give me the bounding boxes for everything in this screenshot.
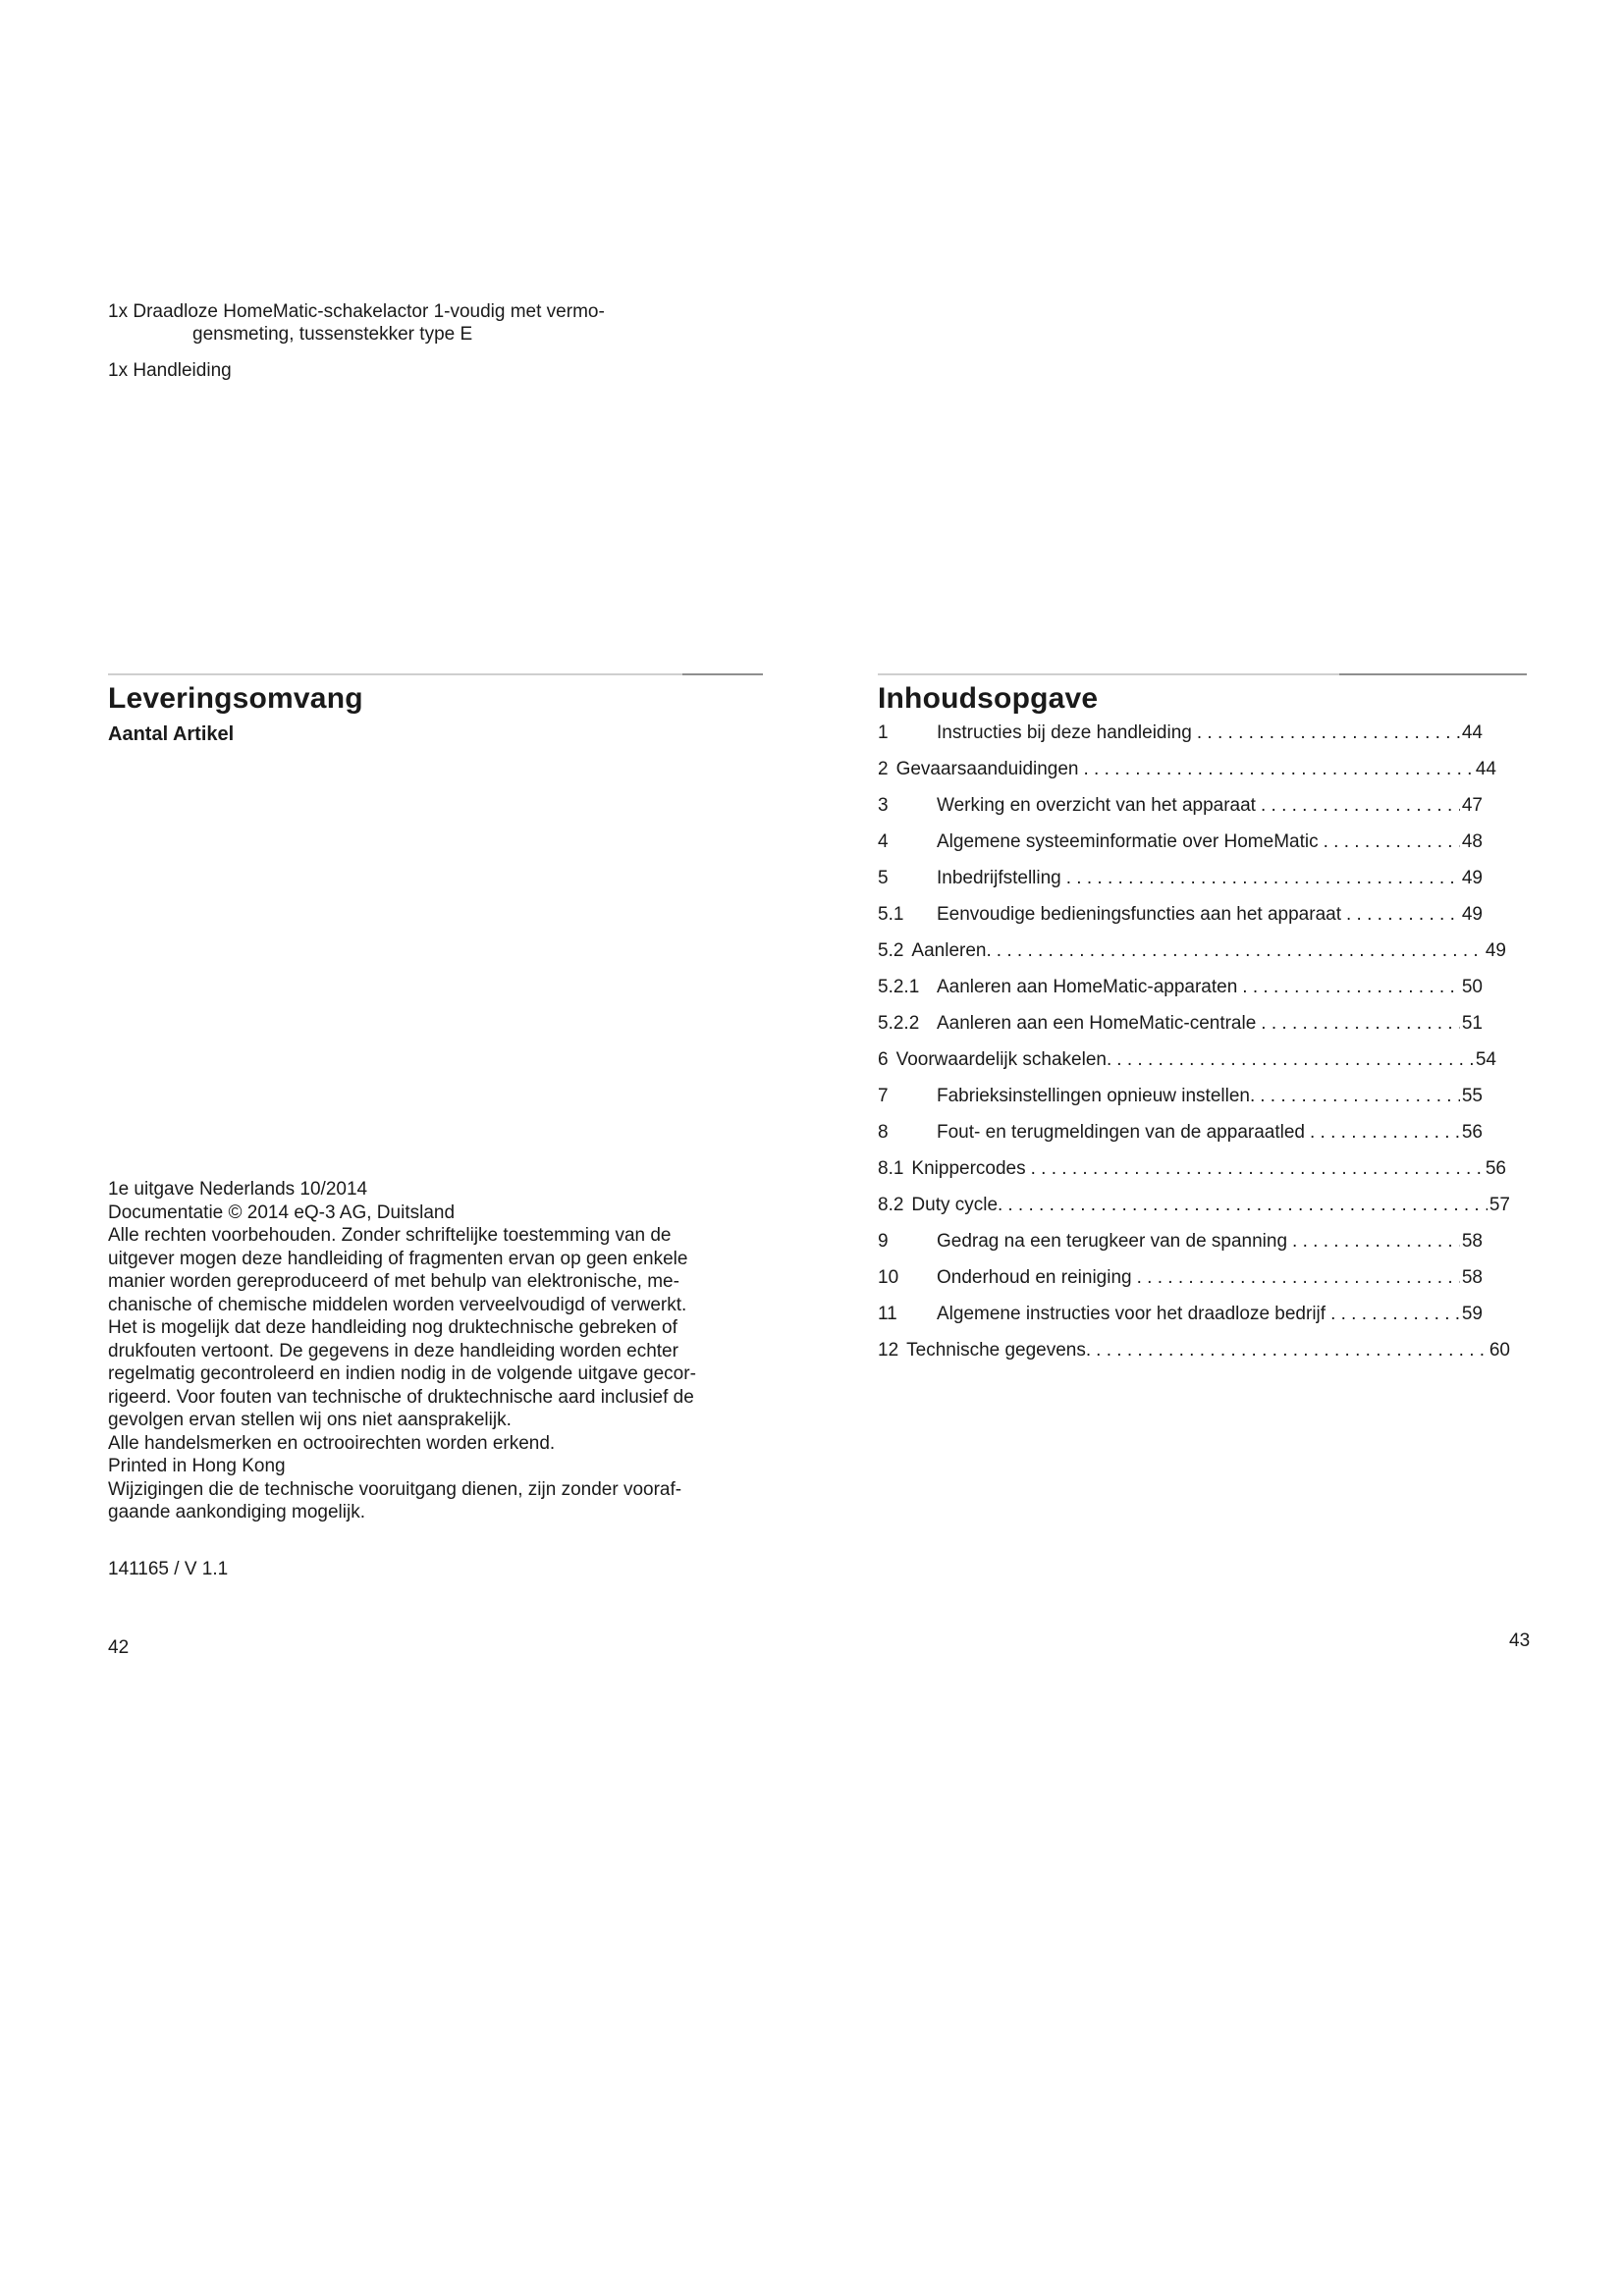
toc-dot-leader — [992, 939, 1484, 963]
toc-entry[interactable] — [878, 1266, 1483, 1290]
toc-entry[interactable] — [878, 830, 1483, 854]
toc-dot-leader — [1305, 1121, 1460, 1145]
toc-entry-number: 5.2.1 — [878, 977, 920, 997]
delivery-scope-list — [108, 300, 687, 396]
toc-dot-leader — [1237, 976, 1460, 999]
imprint-line: chanische of chemische middelen worden verveelvoudigd of verwerkt. — [108, 1294, 687, 1315]
toc-entry-page: 54 — [1475, 1049, 1496, 1070]
toc-entry-title: Fout- en terugmeldingen van de apparaatled — [937, 1122, 1305, 1143]
list-item-text-continued: gensmeting, tussenstekker type E — [192, 324, 473, 345]
list-item — [108, 300, 687, 346]
toc-entry-number: 5.1 — [878, 904, 904, 925]
toc-heading: Inhoudsopgave — [878, 682, 1099, 715]
toc-dot-leader — [1256, 794, 1460, 818]
list-item-text: 1x Draadloze HomeMatic-schakelactor 1-voudig met vermo- — [108, 301, 605, 322]
toc-entry-page: 60 — [1489, 1340, 1510, 1361]
imprint-line: Printed in Hong Kong — [108, 1456, 286, 1476]
toc-entry-number: 2 — [878, 759, 889, 779]
imprint-line: Wijzigingen die de technische vooruitgang dienen, zijn zonder vooraf- — [108, 1478, 682, 1500]
toc-entry-number: 5.2 — [878, 940, 904, 961]
imprint-line: regelmatig gecontroleerd en indien nodig in de volgende uitgave gecor- — [108, 1363, 696, 1384]
toc-dot-leader — [1341, 903, 1460, 927]
toc-entry-page: 44 — [1461, 722, 1483, 743]
list-item — [108, 359, 687, 382]
toc-entry-number: 1 — [878, 722, 889, 743]
toc-entry-title: Gevaarsaanduidingen — [895, 759, 1079, 779]
toc-entry-title: Onderhoud en reiniging — [937, 1267, 1132, 1288]
toc-entry-title: Aanleren. — [911, 940, 992, 961]
toc-entry-number: 5 — [878, 868, 889, 888]
toc-entry-number: 3 — [878, 795, 889, 816]
toc-dot-leader — [1319, 830, 1460, 854]
right-page — [812, 0, 1624, 2296]
toc-entry-number: 11 — [878, 1304, 897, 1324]
toc-dot-leader — [1079, 758, 1474, 781]
toc-entry-title: Eenvoudige bedieningsfuncties aan het apparaat — [937, 904, 1341, 925]
toc-dot-leader — [1287, 1230, 1460, 1254]
toc-entry-page: 49 — [1461, 868, 1483, 888]
toc-dot-leader — [1255, 1085, 1460, 1108]
toc-entry-page: 49 — [1461, 904, 1483, 925]
toc-dot-leader — [1132, 1266, 1460, 1290]
toc-entry-number: 7 — [878, 1086, 889, 1106]
toc-dot-leader — [1091, 1339, 1488, 1362]
toc-entry-page: 51 — [1461, 1013, 1483, 1034]
toc-entry-number: 9 — [878, 1231, 889, 1252]
toc-entry[interactable] — [878, 1085, 1483, 1108]
toc-entry-page: 55 — [1461, 1086, 1483, 1106]
header-rule-accent — [1339, 673, 1527, 675]
toc-dot-leader — [1111, 1048, 1474, 1072]
toc-entry-title: Instructies bij deze handleiding — [937, 722, 1192, 743]
toc-dot-leader — [1061, 867, 1460, 890]
toc-entry-number: 4 — [878, 831, 889, 852]
toc-entry-title: Fabrieksinstellingen opnieuw instellen. — [937, 1086, 1256, 1106]
toc-entry-title: Knippercodes — [911, 1158, 1026, 1179]
toc-entry-page: 50 — [1461, 977, 1483, 997]
toc-entry[interactable] — [878, 794, 1483, 818]
toc-entry[interactable] — [878, 1012, 1483, 1036]
header-rule — [878, 673, 1339, 675]
imprint-line: gaande aankondiging mogelijk. — [108, 1502, 365, 1522]
toc-entry-number: 8.1 — [878, 1158, 904, 1179]
header-rule-accent — [682, 673, 763, 675]
toc-entry[interactable] — [878, 1230, 1483, 1254]
toc-entry-page: 44 — [1475, 759, 1496, 779]
toc-entry-title: Algemene instructies voor het draadloze bedrijf — [937, 1304, 1326, 1324]
toc-entry[interactable] — [878, 939, 1506, 963]
toc-entry[interactable] — [878, 903, 1483, 927]
toc-dot-leader — [1002, 1194, 1488, 1217]
toc-dot-leader — [1026, 1157, 1484, 1181]
toc-entry[interactable] — [878, 1048, 1496, 1072]
toc-entry[interactable] — [878, 1157, 1506, 1181]
toc-entry-title: Algemene systeeminformatie over HomeMatic — [937, 831, 1319, 852]
toc-entry-title: Aanleren aan een HomeMatic-centrale — [937, 1013, 1257, 1034]
imprint-line: 1e uitgave Nederlands 10/2014 — [108, 1179, 368, 1200]
imprint-line: gevolgen ervan stellen wij ons niet aansprakelijk. — [108, 1410, 512, 1430]
toc-entry-number: 12 — [878, 1340, 899, 1361]
toc-dot-leader — [1256, 1012, 1460, 1036]
toc-entry-title: Gedrag na een terugkeer van de spanning — [937, 1231, 1288, 1252]
toc-entry-title: Inbedrijfstelling — [937, 868, 1061, 888]
toc-entry-page: 56 — [1485, 1158, 1506, 1179]
toc-entry[interactable] — [878, 976, 1483, 999]
imprint-line: Documentatie © 2014 eQ-3 AG, Duitsland — [108, 1201, 456, 1223]
toc-entry-page: 57 — [1489, 1195, 1510, 1215]
toc-entry-page: 49 — [1485, 940, 1506, 961]
toc-entry-page: 59 — [1461, 1304, 1483, 1324]
toc-entry-number: 6 — [878, 1049, 889, 1070]
imprint-line: drukfouten vertoont. De gegevens in deze handleiding worden echter — [108, 1340, 678, 1362]
toc-entry-title: Duty cycle. — [911, 1195, 1003, 1215]
imprint-line: Alle rechten voorbehouden. Zonder schriftelijke toestemming van de — [108, 1225, 672, 1246]
toc-entry[interactable] — [878, 1339, 1510, 1362]
list-item-text: 1x Handleiding — [108, 360, 232, 381]
toc-dot-leader — [1326, 1303, 1460, 1326]
toc-entry[interactable] — [878, 1303, 1483, 1326]
toc-entry-title: Technische gegevens. — [906, 1340, 1092, 1361]
imprint-line: Het is mogelijk dat deze handleiding nog druktechnische gebreken of — [108, 1317, 677, 1338]
toc-entry-page: 58 — [1461, 1231, 1483, 1252]
imprint-line: rigeerd. Voor fouten van technische of druktechnische aard inclusief de — [108, 1386, 694, 1408]
imprint-line: Alle handelsmerken en octrooirechten worden erkend. — [108, 1432, 556, 1454]
toc-dot-leader — [1192, 721, 1460, 745]
page-number: 43 — [1509, 1630, 1531, 1651]
toc-entry-title: Werking en overzicht van het apparaat — [937, 795, 1256, 816]
imprint-line: uitgever mogen deze handleiding of fragmenten ervan op geen enkele — [108, 1248, 688, 1269]
page-number: 42 — [108, 1637, 130, 1658]
toc-entry-page: 47 — [1461, 795, 1483, 816]
toc-entry-title: Aanleren aan HomeMatic-apparaten — [937, 977, 1238, 997]
toc-entry-number: 10 — [878, 1267, 899, 1288]
toc-entry-title: Voorwaardelijk schakelen. — [895, 1049, 1112, 1070]
section-heading: Leveringsomvang — [108, 682, 363, 715]
version-number: 141165 / V 1.1 — [108, 1559, 229, 1579]
toc-entry[interactable] — [878, 1121, 1483, 1145]
imprint-block — [108, 1178, 766, 1524]
toc-entry-number: 8.2 — [878, 1195, 904, 1215]
toc-entry-page: 58 — [1461, 1267, 1483, 1288]
toc-entry[interactable] — [878, 758, 1496, 781]
imprint-line: manier worden gereproduceerd of met behulp van elektronische, me- — [108, 1271, 679, 1292]
toc-entry-number: 5.2.2 — [878, 1013, 920, 1034]
toc-entry-page: 48 — [1461, 831, 1483, 852]
toc-entry[interactable] — [878, 1194, 1510, 1217]
toc-entry-page: 56 — [1461, 1122, 1483, 1143]
toc-entry[interactable] — [878, 867, 1483, 890]
section-subheading: Aantal Artikel — [108, 723, 235, 745]
toc-entry[interactable] — [878, 721, 1483, 745]
toc-entry-number: 8 — [878, 1122, 889, 1143]
header-rule — [108, 673, 682, 675]
